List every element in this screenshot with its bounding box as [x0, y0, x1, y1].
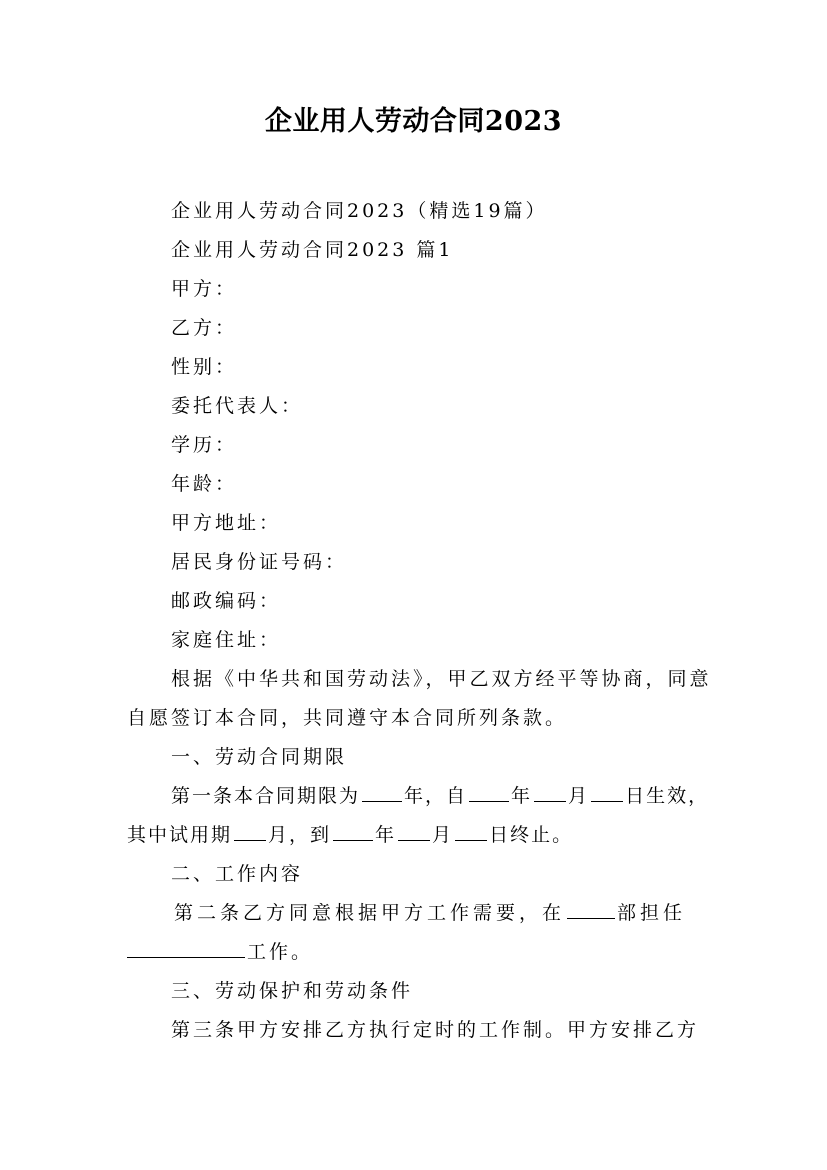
field-education: 学历：	[171, 434, 238, 456]
clause-1-text-e: 日生效，	[625, 785, 710, 807]
clause-2-line-2	[127, 939, 313, 965]
section-2-heading: 二、工作内容	[171, 863, 304, 885]
document-title: 企业用人劳动合同2023	[264, 106, 563, 137]
clause-1-text-c: 年	[511, 785, 533, 807]
clause-2-text-c: 工作。	[247, 941, 314, 963]
field-age: 年龄：	[171, 473, 238, 495]
clause-1-text-b: 年，自	[404, 785, 468, 807]
clause-1-line-1	[171, 783, 709, 809]
field-agent: 委托代表人：	[171, 395, 304, 417]
section-1-heading: 一、劳动合同期限	[171, 746, 348, 768]
section-heading: 企业用人劳动合同2023 篇1	[171, 239, 454, 261]
preamble-line-2: 自愿签订本合同，共同遵守本合同所列条款。	[127, 707, 568, 729]
blank-probation-months	[234, 822, 266, 841]
field-party-a: 甲方：	[171, 278, 238, 300]
clause-2-text-b: 部担任	[617, 902, 687, 924]
field-home-address: 家庭住址：	[171, 629, 282, 651]
clause-1-text-i: 月	[432, 824, 454, 846]
field-party-b: 乙方：	[171, 317, 238, 339]
blank-end-day	[455, 822, 487, 841]
clause-1-text-f: 其中试用期	[127, 824, 233, 846]
blank-department	[567, 900, 615, 919]
clause-1-line-2	[127, 822, 573, 848]
field-id-number: 居民身份证号码：	[171, 551, 348, 573]
section-3-heading: 三、劳动保护和劳动条件	[171, 980, 414, 1002]
clause-1-text-a: 第一条本合同期限为	[171, 785, 361, 807]
blank-end-year	[333, 822, 373, 841]
blank-end-month	[398, 822, 430, 841]
field-postal-code: 邮政编码：	[171, 590, 282, 612]
blank-start-year	[469, 783, 509, 802]
clause-1-text-d: 月	[568, 785, 590, 807]
preamble-line-1: 根据《中华共和国劳动法》，甲乙双方经平等协商，同意	[171, 668, 712, 690]
blank-position	[127, 939, 245, 958]
clause-2-text-a: 第二条乙方同意根据甲方工作需要，在	[174, 902, 566, 924]
document-subtitle: 企业用人劳动合同2023（精选19篇）	[171, 200, 548, 222]
field-party-a-address: 甲方地址：	[171, 512, 282, 534]
blank-start-month	[534, 783, 566, 802]
clause-1-text-j: 日终止。	[489, 824, 574, 846]
clause-3-line-1: 第三条甲方安排乙方执行定时的工作制。甲方安排乙方	[171, 1019, 700, 1041]
clause-1-text-h: 年	[375, 824, 397, 846]
blank-start-day	[591, 783, 623, 802]
clause-2-line-1	[174, 900, 686, 926]
field-gender: 性别：	[171, 356, 238, 378]
clause-1-text-g: 月，到	[268, 824, 332, 846]
blank-contract-years	[362, 783, 402, 802]
